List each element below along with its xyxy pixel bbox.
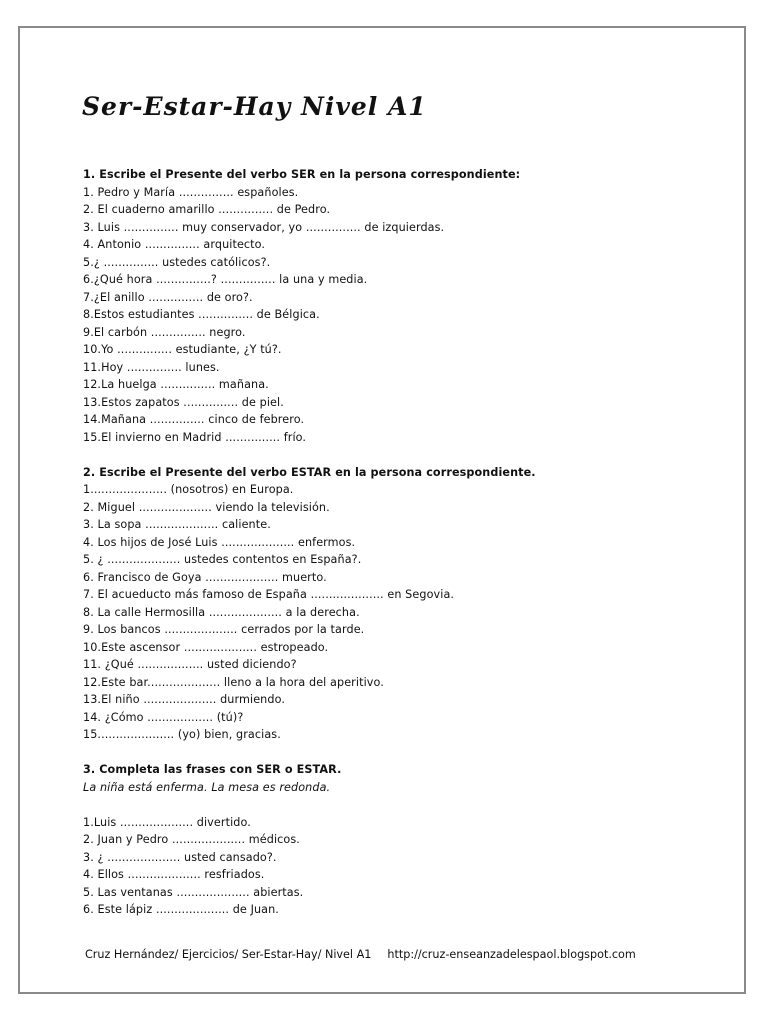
exercise-item: 2. El cuaderno amarillo ............... de Pedro. <box>83 203 331 216</box>
footer-url-link[interactable]: http://cruz-enseanzadelespaol.blogspot.com <box>387 948 636 961</box>
exercise-item: 14.Mañana ............... cinco de febrero. <box>83 413 305 426</box>
exercise-item: 8. La calle Hermosilla .................... a la derecha. <box>83 605 360 619</box>
exercise-item: 3. Luis ............... muy conservador, yo ............... de izquierdas. <box>83 220 445 234</box>
exercise-item: 5. Las ventanas .................... abiertas. <box>83 885 304 899</box>
exercise-item: 11.Hoy ............... lunes. <box>83 360 220 374</box>
exercise-item: 9.El carbón ............... negro. <box>83 325 246 339</box>
exercise-item: 12.La huelga ............... mañana. <box>83 378 269 391</box>
exercise-item: 2. Miguel .................... viendo la televisión. <box>83 500 330 514</box>
exercise-section-estar <box>83 464 693 744</box>
exercise-item: 1.Luis .................... divertido. <box>83 815 251 829</box>
exercise-item: 12.Este bar.................... lleno a la hora del aperitivo. <box>83 675 384 689</box>
exercise-item: 8.Estos estudiantes ............... de Bélgica. <box>83 308 320 321</box>
exercise-item: 4. Antonio ............... arquitecto. <box>83 238 266 251</box>
section-heading: 2. Escribe el Presente del verbo ESTAR en la persona correspondiente. <box>83 465 536 479</box>
exercise-item: 14. ¿Cómo .................. (tú)? <box>83 710 244 724</box>
exercise-item: 11. ¿Qué .................. usted diciendo? <box>83 658 297 671</box>
exercise-item: 7.¿El anillo ............... de oro?. <box>83 290 253 304</box>
exercise-item: 5. ¿ .................... ustedes contentos en España?. <box>83 553 362 566</box>
exercise-content <box>83 166 693 919</box>
exercise-item: 4. Los hijos de José Luis .................... enfermos. <box>83 535 356 549</box>
exercise-item: 15..................... (yo) bien, gracias. <box>83 728 281 741</box>
exercise-item: 1..................... (nosotros) en Europa. <box>83 483 294 496</box>
exercise-item: 6. Este lápiz .................... de Juan. <box>83 903 279 916</box>
exercise-item: 10.Yo ............... estudiante, ¿Y tú?. <box>83 343 282 356</box>
section-heading: 3. Completa las frases con SER o ESTAR. <box>83 763 342 776</box>
example-sentence: La niña está enferma. La mesa es redonda. <box>83 780 331 794</box>
page-footer <box>85 948 636 961</box>
section-heading: 1. Escribe el Presente del verbo SER en la persona correspondiente: <box>83 168 521 181</box>
exercise-item: 7. El acueducto más famoso de España .................... en Segovia. <box>83 588 455 601</box>
exercise-section-ser-estar <box>83 761 693 919</box>
blank-line <box>83 796 693 814</box>
exercise-item: 6.¿Qué hora ...............? ............... la una y media. <box>83 273 368 286</box>
exercise-item: 10.Este ascensor .................... estropeado. <box>83 640 329 654</box>
exercise-item: 5.¿ ............... ustedes católicos?. <box>83 255 271 269</box>
exercise-item: 13.El niño .................... durmiendo. <box>83 693 285 706</box>
exercise-item: 6. Francisco de Goya .................... muerto. <box>83 570 327 584</box>
exercise-item: 3. La sopa .................... caliente. <box>83 518 271 531</box>
exercise-item: 13.Estos zapatos ............... de piel. <box>83 395 284 409</box>
exercise-item: 2. Juan y Pedro .................... médicos. <box>83 833 300 846</box>
exercise-item: 4. Ellos .................... resfriados. <box>83 868 265 881</box>
exercise-section-ser <box>83 166 693 446</box>
exercise-item: 3. ¿ .................... usted cansado?. <box>83 850 277 864</box>
exercise-item: 15.El invierno en Madrid ............... frío. <box>83 430 307 444</box>
exercise-item: 9. Los bancos .................... cerrados por la tarde. <box>83 623 365 636</box>
footer-credit: Cruz Hernández/ Ejercicios/ Ser-Estar-Hay/ Nivel A1 <box>85 948 372 961</box>
exercise-item: 1. Pedro y María ............... españoles. <box>83 185 299 199</box>
page-title: Ser-Estar-Hay Nivel A1 <box>82 92 427 121</box>
